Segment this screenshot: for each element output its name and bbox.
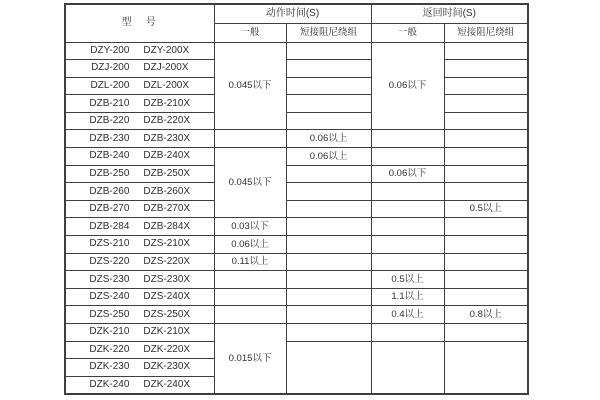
empty-time-cell <box>444 183 528 201</box>
time-value-cell: 0.045以下 <box>214 42 286 130</box>
empty-time-cell <box>371 183 444 201</box>
model-cell: DZS-220 DZS-220X <box>65 253 214 271</box>
empty-time-cell <box>214 288 286 306</box>
model-cell: DZK-240 DZK-240X <box>65 376 214 394</box>
model-cell: DZS-240 DZS-240X <box>65 288 214 306</box>
empty-time-cell <box>286 60 371 78</box>
model-column-header: 型 号 <box>65 4 214 42</box>
model-cell: DZB-220 DZB-220X <box>65 112 214 130</box>
empty-time-cell <box>286 112 371 130</box>
model-cell: DZK-220 DZK-220X <box>65 341 214 359</box>
return-damped-subheader: 短接阻尼绕组 <box>444 23 528 42</box>
table-row <box>65 271 528 289</box>
empty-time-cell <box>286 288 371 306</box>
empty-time-cell <box>444 60 528 78</box>
empty-time-cell <box>214 271 286 289</box>
action-general-subheader: 一般 <box>214 23 286 42</box>
table-row <box>65 165 528 183</box>
empty-time-cell <box>286 218 371 236</box>
empty-time-cell <box>286 95 371 113</box>
empty-time-cell <box>286 271 371 289</box>
model-cell: DZJ-200 DZJ-200X <box>65 60 214 78</box>
table-row <box>65 42 528 60</box>
table-row <box>65 60 528 78</box>
model-cell: DZY-200 DZY-200X <box>65 42 214 60</box>
time-value-cell: 0.8以上 <box>444 306 528 324</box>
empty-time-cell <box>371 218 444 236</box>
time-value-cell: 0.06以下 <box>371 165 444 183</box>
time-value-cell: 1.1以上 <box>371 288 444 306</box>
empty-time-cell <box>286 165 371 183</box>
time-value-cell: 0.5以上 <box>444 200 528 218</box>
empty-time-cell <box>371 236 444 254</box>
time-value-cell: 0.4以上 <box>371 306 444 324</box>
model-cell: DZK-230 DZK-230X <box>65 359 214 377</box>
empty-time-cell <box>371 324 444 342</box>
empty-time-cell <box>444 288 528 306</box>
model-cell: DZS-250 DZS-250X <box>65 306 214 324</box>
empty-time-cell <box>214 130 286 148</box>
time-value-cell: 0.06以上 <box>214 236 286 254</box>
model-cell: DZS-210 DZS-210X <box>65 236 214 254</box>
time-value-cell: 0.06以下 <box>371 42 444 130</box>
table-row <box>65 218 528 236</box>
empty-time-cell <box>444 77 528 95</box>
time-value-cell: 0.5以上 <box>371 271 444 289</box>
empty-time-cell <box>444 148 528 166</box>
empty-time-cell <box>444 95 528 113</box>
table-row <box>65 77 528 95</box>
empty-time-cell <box>286 236 371 254</box>
action-time-header: 动作时间(S) <box>214 4 371 23</box>
model-cell: DZB-284 DZB-284X <box>65 218 214 236</box>
model-cell: DZB-210 DZB-210X <box>65 95 214 113</box>
empty-time-cell <box>444 165 528 183</box>
empty-time-cell <box>444 253 528 271</box>
empty-time-cell <box>371 253 444 271</box>
empty-time-cell <box>371 148 444 166</box>
empty-time-cell <box>444 236 528 254</box>
empty-time-cell <box>214 306 286 324</box>
empty-time-cell <box>286 42 371 60</box>
time-value-cell: 0.015以下 <box>214 324 286 394</box>
model-cell: DZS-230 DZS-230X <box>65 271 214 289</box>
return-general-subheader: 一般 <box>371 23 444 42</box>
empty-time-cell <box>444 218 528 236</box>
empty-time-cell <box>286 183 371 201</box>
empty-time-cell <box>286 200 371 218</box>
table-row <box>65 148 528 166</box>
time-value-cell: 0.045以下 <box>214 148 286 218</box>
time-value-cell: 0.06以上 <box>286 148 371 166</box>
table-row <box>65 130 528 148</box>
table-row <box>65 253 528 271</box>
empty-time-cell <box>444 341 528 394</box>
time-value-cell: 0.11以上 <box>214 253 286 271</box>
empty-time-cell <box>371 341 444 394</box>
time-value-cell: 0.03以下 <box>214 218 286 236</box>
empty-time-cell <box>444 324 528 342</box>
table-row <box>65 236 528 254</box>
table-row <box>65 95 528 113</box>
table-row <box>65 341 528 359</box>
time-value-cell: 0.06以上 <box>286 130 371 148</box>
empty-time-cell <box>286 324 371 342</box>
empty-time-cell <box>286 341 371 394</box>
table-row <box>65 200 528 218</box>
empty-time-cell <box>371 200 444 218</box>
empty-time-cell <box>286 77 371 95</box>
model-cell: DZB-250 DZB-250X <box>65 165 214 183</box>
empty-time-cell <box>371 130 444 148</box>
return-time-header: 返回时间(S) <box>371 4 528 23</box>
table-row <box>65 306 528 324</box>
empty-time-cell <box>444 271 528 289</box>
model-cell: DZB-240 DZB-240X <box>65 148 214 166</box>
model-cell: DZB-270 DZB-270X <box>65 200 214 218</box>
table-row <box>65 183 528 201</box>
empty-time-cell <box>444 112 528 130</box>
table-row <box>65 112 528 130</box>
action-damped-subheader: 短接阻尼绕组 <box>286 23 371 42</box>
model-cell: DZK-210 DZK-210X <box>65 324 214 342</box>
model-cell: DZL-200 DZL-200X <box>65 77 214 95</box>
empty-time-cell <box>444 130 528 148</box>
empty-time-cell <box>286 253 371 271</box>
table-row <box>65 288 528 306</box>
header-row-1 <box>65 4 528 23</box>
spec-table <box>64 3 529 395</box>
table-row <box>65 324 528 342</box>
model-cell: DZB-260 DZB-260X <box>65 183 214 201</box>
model-cell: DZB-230 DZB-230X <box>65 130 214 148</box>
empty-time-cell <box>444 42 528 60</box>
empty-time-cell <box>286 306 371 324</box>
